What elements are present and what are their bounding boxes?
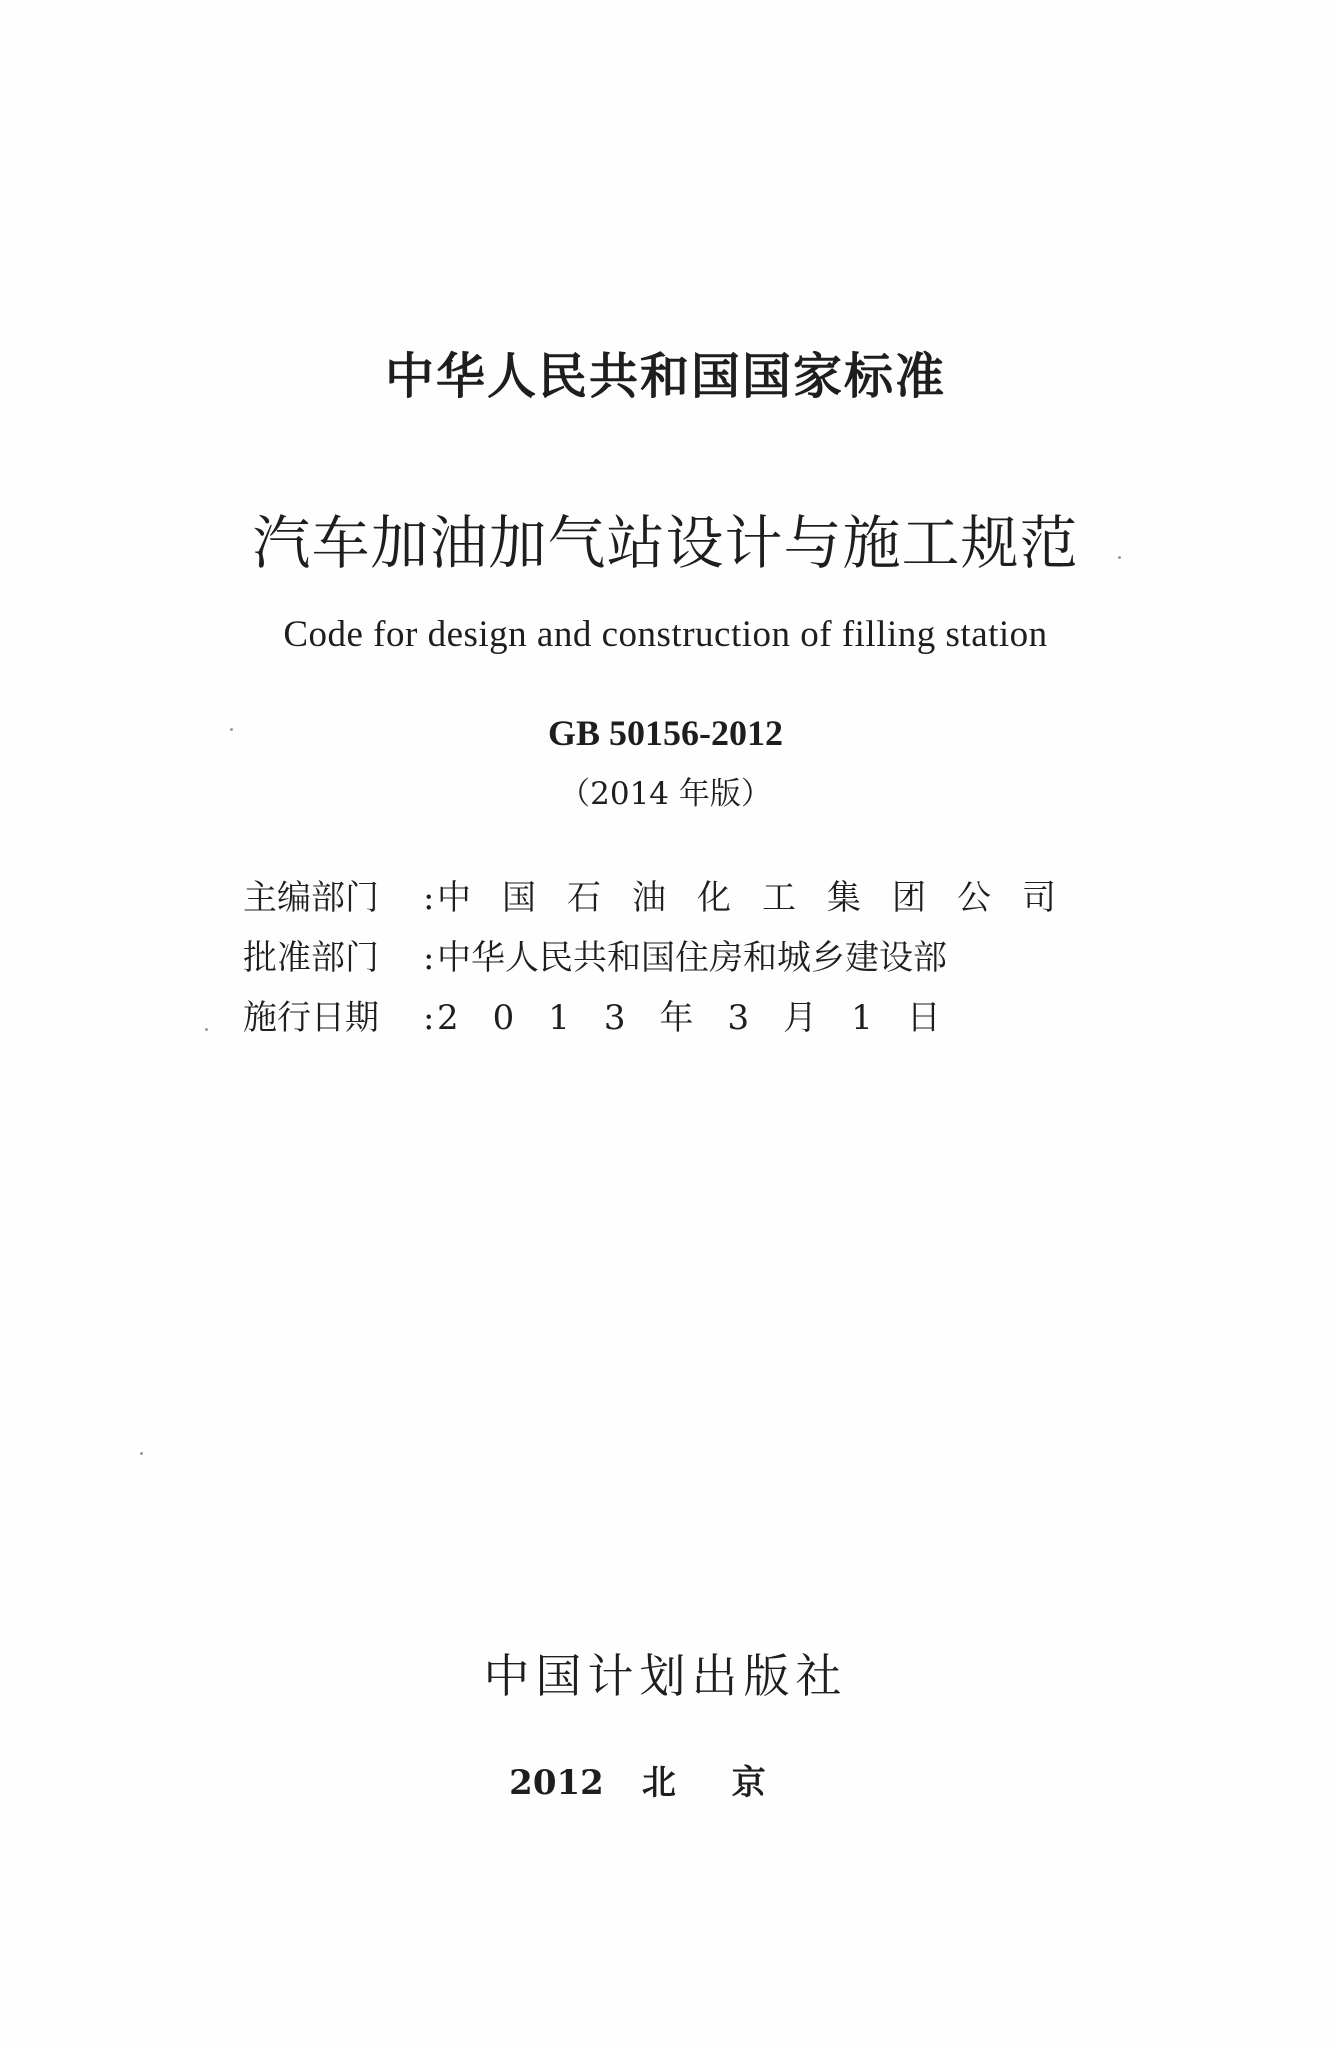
effective-date-label: 施行日期 [243, 998, 379, 1038]
effective-date-value: 2013年3月1日 [437, 998, 975, 1038]
edition-note: （2014 年版） [559, 776, 772, 812]
standard-code: GB 50156-2012 [547, 713, 783, 753]
scan-speck [230, 728, 233, 731]
scan-speck [1118, 556, 1121, 559]
editor-label: 主编部门 [243, 878, 379, 918]
approver-row [243, 930, 1003, 990]
document-title-english: Code for design and construction of filling station [283, 614, 1048, 655]
scan-speck [205, 1028, 208, 1031]
approver-value: 中华人民共和国住房和城乡建设部 [437, 938, 947, 978]
publication-year: 2012 [509, 1763, 604, 1803]
publication-city: 北京 [641, 1763, 822, 1803]
document-title-chinese: 汽车加油加气站设计与施工规范 [252, 509, 1079, 577]
issuance-info [243, 870, 1087, 1050]
approver-label: 批准部门 [243, 938, 379, 978]
publisher-name: 中国计划出版社 [483, 1649, 848, 1703]
editor-value: 中国石油化工集团公司 [437, 878, 1087, 918]
editor-colon: : [423, 878, 435, 918]
scan-speck [140, 1452, 143, 1455]
effective-date-colon: : [423, 998, 435, 1038]
editor-row [243, 870, 1087, 930]
effective-date-row [243, 990, 1003, 1050]
approver-colon: : [423, 938, 435, 978]
standard-series-heading: 中华人民共和国国家标准 [384, 348, 946, 405]
publication-year-place [0, 1755, 1331, 1804]
